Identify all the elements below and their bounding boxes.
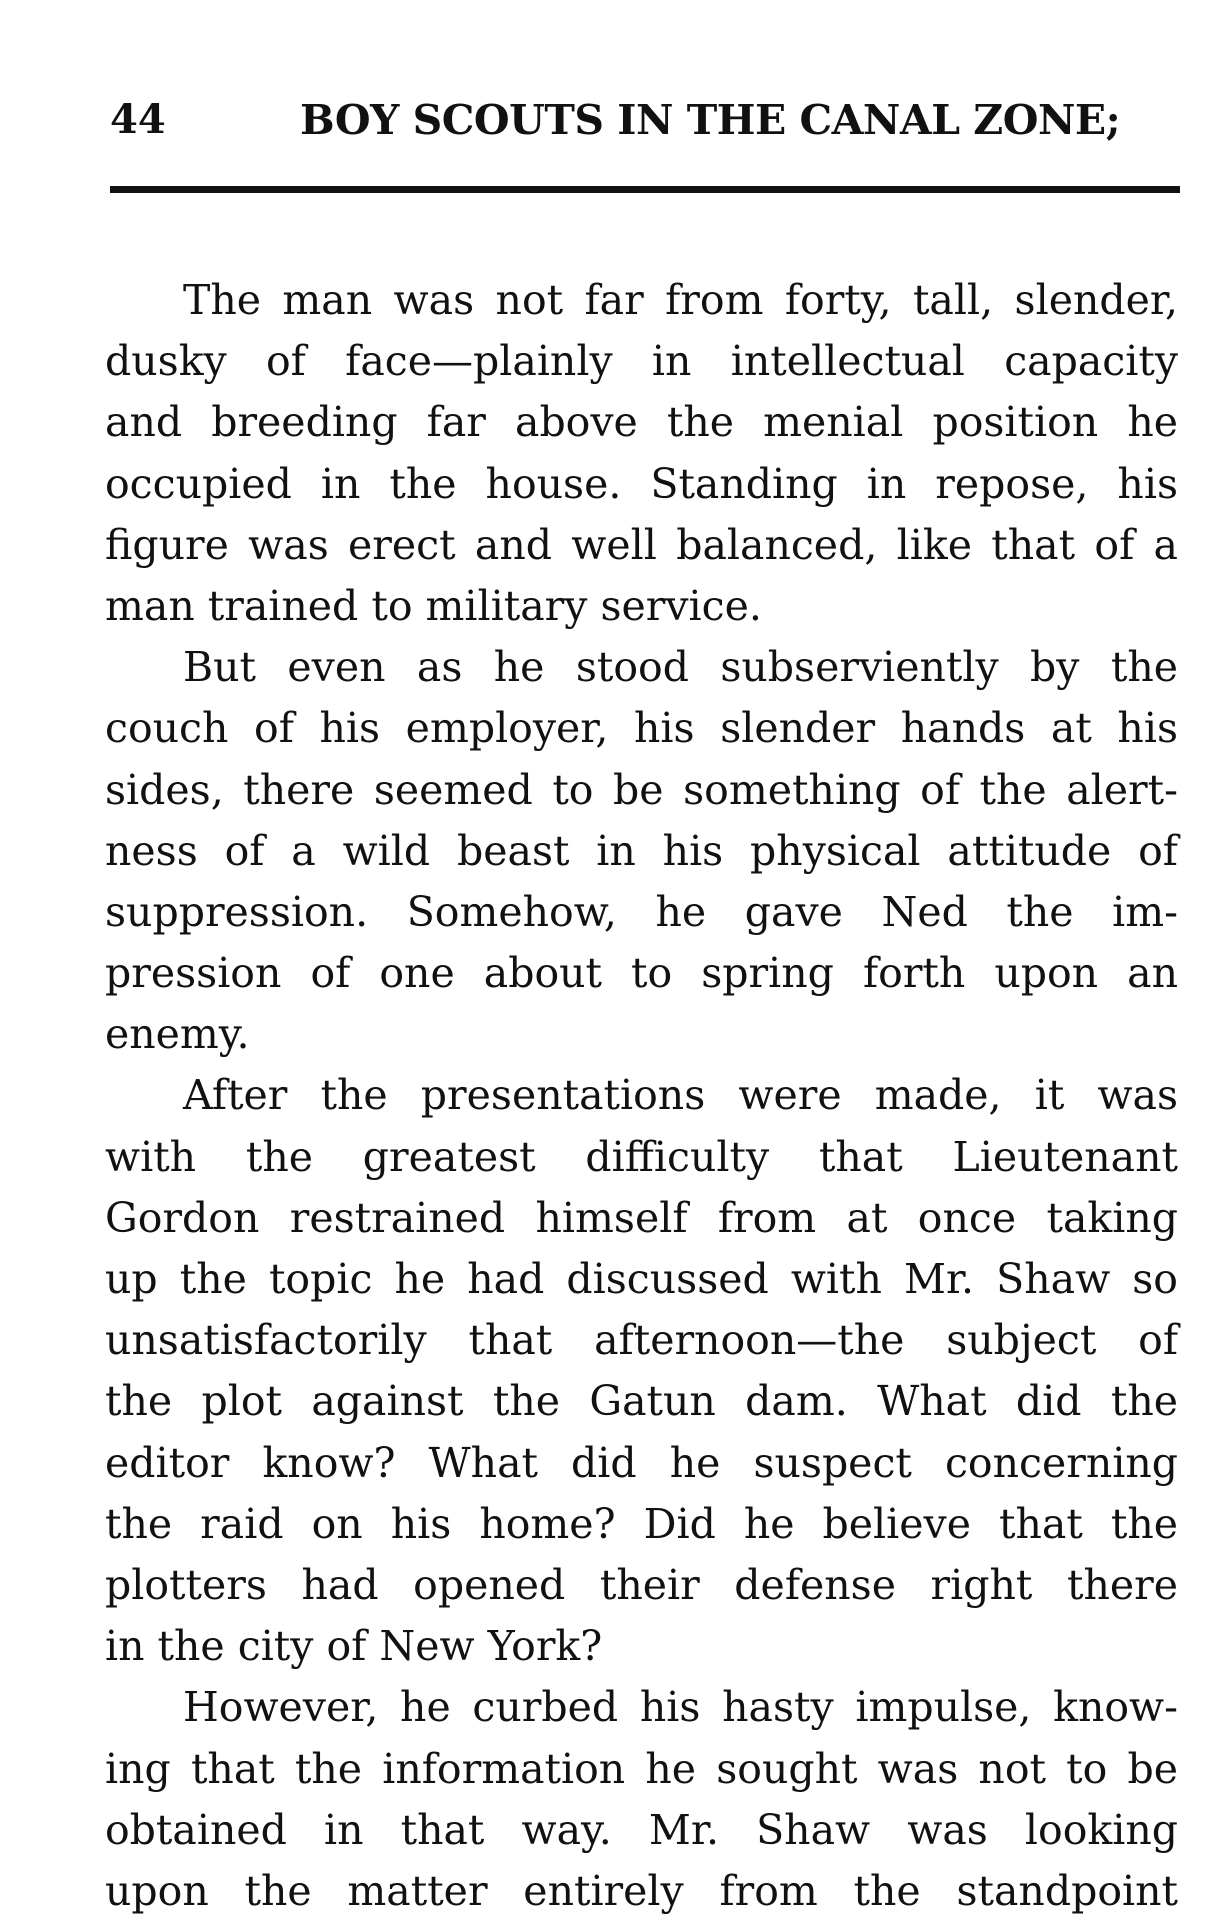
page-number: 44 — [110, 96, 166, 143]
text-line: sides, there seemed to be something of the alert- — [105, 765, 1178, 814]
text-line: figure was erect and well balanced, like that of a — [105, 520, 1178, 569]
text-line: But even as he stood subserviently by the — [183, 643, 1178, 692]
text-line: suppression. Somehow, he gave Ned the im- — [105, 887, 1178, 936]
text-line: the plot against the Gatun dam. What did the — [105, 1377, 1178, 1426]
text-line: unsatisfactorily that afternoon—the subject of — [105, 1316, 1178, 1365]
text-line: man trained to military service. — [105, 581, 762, 630]
text-line: upon the matter entirely from the standpoint — [105, 1866, 1178, 1915]
text-line: up the topic he had discussed with Mr. Shaw so — [105, 1255, 1178, 1303]
text-line: plotters had opened their defense right there — [105, 1560, 1178, 1609]
text-line: dusky of face—plainly in intellectual capacity — [105, 337, 1178, 386]
text-line: pression of one about to spring forth upon an — [105, 949, 1178, 998]
text-line: in the city of New York? — [105, 1622, 603, 1671]
text-line: enemy. — [105, 1010, 250, 1059]
running-title: BOY SCOUTS IN THE CANAL ZONE; — [300, 96, 1121, 144]
text-line: The man was not far from forty, tall, slender, — [183, 276, 1178, 324]
text-line: and breeding far above the menial position he — [105, 398, 1178, 447]
text-line: couch of his employer, his slender hands at his — [105, 704, 1178, 753]
text-line: the raid on his home? Did he believe that the — [105, 1499, 1178, 1548]
header-rule — [110, 186, 1180, 193]
text-line: Gordon restrained himself from at once taking — [105, 1193, 1178, 1242]
text-line: However, he curbed his hasty impulse, know- — [183, 1683, 1178, 1732]
text-line: ness of a wild beast in his physical attitude of — [105, 826, 1178, 875]
page-header — [110, 95, 1180, 175]
body-text — [105, 270, 1178, 1922]
text-line: After the presentations were made, it was — [183, 1071, 1178, 1120]
text-line: ing that the information he sought was not to be — [105, 1744, 1178, 1793]
text-line: with the greatest difficulty that Lieutenant — [105, 1132, 1178, 1181]
text-line: obtained in that way. Mr. Shaw was looking — [105, 1805, 1178, 1854]
text-line: occupied in the house. Standing in repose, his — [105, 459, 1178, 508]
text-line: editor know? What did he suspect concerning — [105, 1438, 1178, 1487]
